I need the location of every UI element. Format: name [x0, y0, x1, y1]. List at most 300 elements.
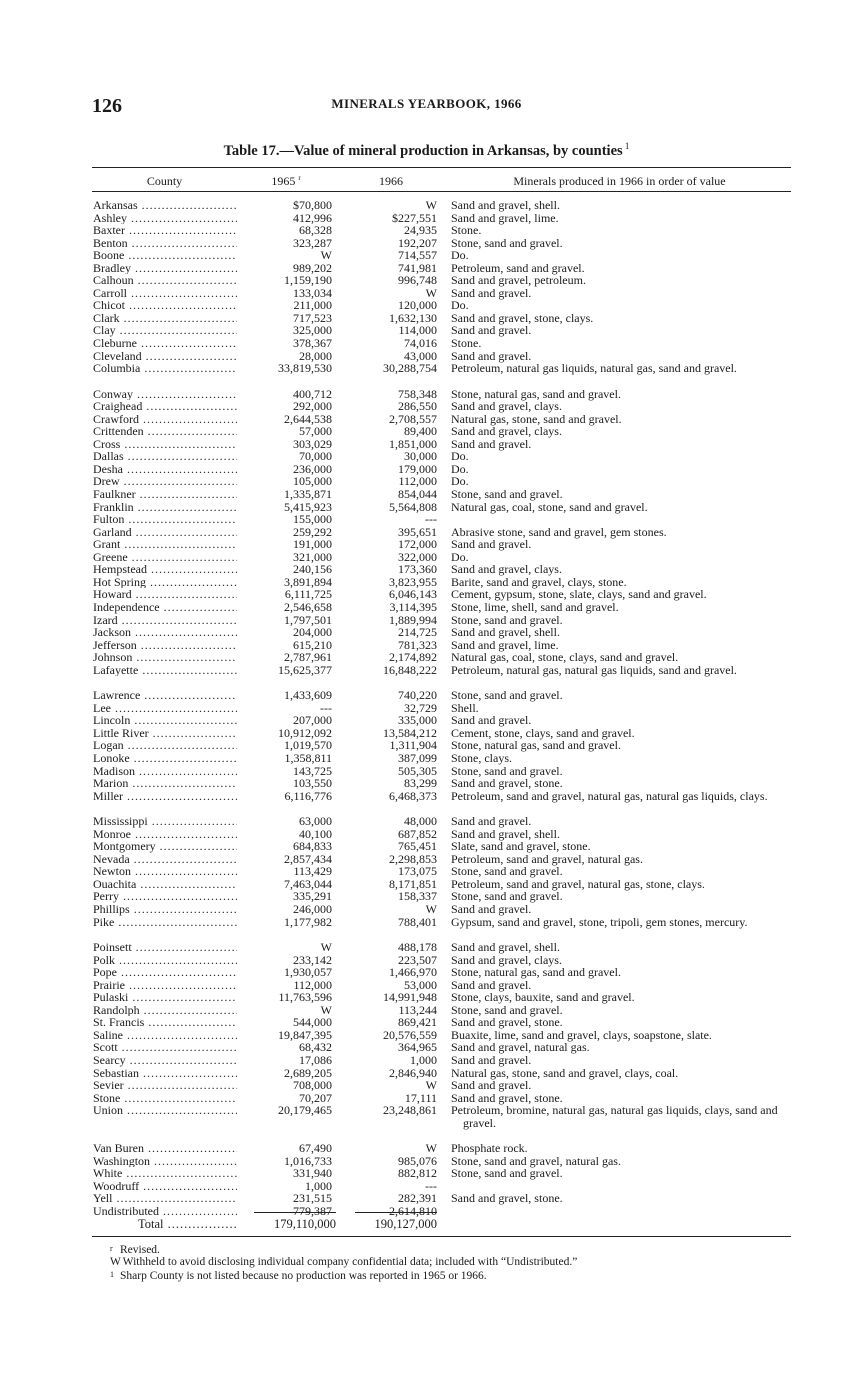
value-1965-cell: 63,000 — [299, 814, 332, 829]
value-1966-cell: 30,000 — [404, 449, 437, 464]
value-1966-cell: 8,171,851 — [389, 876, 437, 891]
minerals-cell: Stone, natural gas, sand and gravel. — [451, 965, 621, 980]
minerals-cell: Sand and gravel. — [451, 285, 532, 300]
table-row — [0, 916, 853, 929]
minerals-cell: Stone. — [451, 223, 482, 238]
value-1966-cell: 1,851,000 — [389, 436, 437, 451]
value-1965-cell: 717,523 — [293, 310, 332, 325]
value-1965-cell: 191,000 — [293, 537, 332, 552]
value-1965-cell: 2,546,658 — [284, 599, 332, 614]
value-1965-cell: 113,429 — [293, 864, 332, 879]
value-1966-cell: W — [425, 198, 437, 212]
value-1966-cell: W — [425, 901, 437, 916]
value-1965-cell: 133,034 — [293, 285, 332, 300]
table-row — [0, 777, 853, 790]
value-1966-cell: W — [425, 1078, 437, 1093]
minerals-cell: Stone, sand and gravel. — [451, 1166, 563, 1181]
minerals-cell: Stone, clays, bauxite, sand and gravel. — [451, 990, 635, 1005]
county-cell: Jefferson ..... — [93, 639, 237, 652]
column-header-county: County — [146, 174, 183, 188]
table-header-rule — [92, 191, 791, 192]
minerals-cell: Stone, sand and gravel, natural gas. — [451, 1153, 621, 1168]
table-row — [0, 337, 853, 350]
value-1966-cell: 996,748 — [398, 273, 437, 288]
value-1966-cell: 6,046,143 — [389, 587, 437, 602]
minerals-cell: Stone, lime, shell, sand and gravel. — [451, 599, 619, 614]
value-1965-cell: 708,000 — [293, 1078, 332, 1093]
county-cell: Jackson ..... — [93, 626, 237, 639]
minerals-cell: Phosphate rock. — [451, 1141, 528, 1156]
minerals-cell: Sand and gravel, clays. — [451, 562, 562, 577]
value-1965-cell: 2,857,434 — [284, 851, 332, 866]
value-1966-cell: 172,000 — [398, 537, 437, 552]
table-row — [0, 966, 853, 979]
county-cell: Howard ..... — [93, 588, 237, 601]
value-1966-cell: 30,288,754 — [383, 361, 437, 376]
footnote-withheld: W Withheld to avoid disclosing individual company confidential data; included with “Undistributed.” — [110, 1256, 578, 1269]
value-1965-cell: 400,712 — [293, 386, 332, 401]
minerals-cell: Do. — [451, 248, 469, 263]
value-1965-cell: 335,291 — [293, 889, 332, 904]
value-1966-cell: 114,000 — [398, 323, 437, 338]
value-1966-cell: 687,852 — [398, 826, 437, 841]
county-cell: Pope ..... — [93, 966, 237, 979]
value-1966-cell: 741,981 — [398, 260, 437, 275]
value-1965-cell: 10,912,092 — [278, 725, 332, 740]
table-title — [0, 141, 853, 160]
value-1966-cell: 53,000 — [404, 977, 437, 992]
value-1966-cell: 14,991,948 — [383, 990, 437, 1005]
minerals-cell: Petroleum, sand and gravel, natural gas. — [451, 851, 643, 866]
county-cell: Hot Spring ..... — [93, 576, 237, 589]
value-1966-cell: 788,401 — [398, 914, 437, 929]
value-1966-cell: W — [425, 285, 437, 300]
county-cell: Arkansas ..... — [93, 199, 237, 212]
county-cell: Izard ..... — [93, 614, 237, 627]
minerals-cell: Sand and gravel, clays. — [451, 399, 562, 414]
county-cell: Conway ..... — [93, 388, 237, 401]
county-cell: Monroe ..... — [93, 828, 237, 841]
value-1966-cell: 20,576,559 — [383, 1027, 437, 1042]
minerals-cell: Sand and gravel, stone. — [451, 1090, 563, 1105]
value-1966-cell: 16,848,222 — [383, 662, 437, 677]
county-cell: Franklin ..... — [93, 501, 237, 514]
minerals-cell: Stone, sand and gravel. — [451, 612, 563, 627]
minerals-cell: Sand and gravel, stone, clays. — [451, 310, 594, 325]
value-1965-cell: 1,797,501 — [284, 612, 332, 627]
table-row — [0, 991, 853, 1004]
value-1966-cell: 505,305 — [398, 763, 437, 778]
county-cell: Garland ..... — [93, 526, 237, 539]
value-1965-cell: 240,156 — [293, 562, 332, 577]
minerals-cell: Petroleum, natural gas liquids, natural gas, sand and gravel. — [451, 361, 737, 376]
minerals-cell: Sand and gravel. — [451, 537, 532, 552]
minerals-cell: Sand and gravel, shell. — [451, 198, 560, 212]
county-cell: Columbia ..... — [93, 362, 237, 375]
minerals-cell: Buaxite, lime, sand and gravel, clays, soapstone, slate. — [451, 1027, 712, 1042]
minerals-cell: Stone, sand and gravel. — [451, 235, 563, 250]
table-row — [0, 903, 853, 916]
value-1965-cell: 68,328 — [299, 223, 332, 238]
minerals-cell: Petroleum, natural gas, natural gas liquids, sand and gravel. — [451, 662, 737, 677]
value-1965-cell: 105,000 — [293, 474, 332, 489]
value-1965-cell: 378,367 — [293, 336, 332, 351]
minerals-cell: Stone, sand and gravel. — [451, 763, 563, 778]
value-1966-cell: 17,111 — [404, 1090, 437, 1105]
value-1965-cell: 1,177,982 — [284, 914, 332, 929]
value-1966-cell: 395,651 — [398, 524, 437, 539]
value-1966-cell: 3,823,955 — [389, 574, 437, 589]
table-row — [0, 626, 853, 639]
value-1966-cell: 758,348 — [398, 386, 437, 401]
table-row — [0, 689, 853, 702]
value-1965-cell: 2,644,538 — [284, 411, 332, 426]
county-cell: Ouachita ..... — [93, 878, 237, 891]
value-1966-cell: 2,846,940 — [389, 1065, 437, 1080]
revised-mark: r — [298, 174, 301, 182]
minerals-cell: Petroleum, bromine, natural gas, natural gas liquids, clays, sand and gravel. — [451, 1103, 778, 1130]
minerals-cell: Petroleum, sand and gravel, natural gas, stone, clays. — [451, 876, 705, 891]
value-1965-cell: 1,358,811 — [284, 750, 332, 765]
minerals-cell: Sand and gravel. — [451, 814, 532, 829]
value-1965-cell: 68,432 — [299, 1040, 332, 1055]
value-1965-cell: 1,335,871 — [284, 487, 332, 502]
value-1965-cell: W — [320, 940, 332, 955]
county-cell: Woodruff ..... — [93, 1180, 237, 1193]
value-1965-cell: 1,433,609 — [284, 688, 332, 703]
value-1966-cell: 89,400 — [404, 424, 437, 439]
value-1966-cell: 3,114,395 — [389, 599, 437, 614]
value-1966-cell: 387,099 — [398, 750, 437, 765]
value-1965-cell: 57,000 — [299, 424, 332, 439]
county-cell: Faulkner ..... — [93, 488, 237, 501]
value-1965-cell: 684,833 — [293, 839, 332, 854]
county-cell: Marion ..... — [93, 777, 237, 790]
minerals-cell: Sand and gravel, shell. — [451, 940, 560, 955]
table-row — [0, 815, 853, 828]
minerals-cell: Sand and gravel, natural gas. — [451, 1040, 590, 1055]
value-1966-cell: 5,564,808 — [389, 499, 437, 514]
county-cell: Baxter ..... — [93, 224, 237, 237]
county-cell: Lincoln ..... — [93, 714, 237, 727]
table-title-footnote-mark: 1 — [624, 141, 630, 151]
column-header-1966: 1966 — [379, 174, 403, 188]
value-1966-cell: 869,421 — [398, 1015, 437, 1030]
county-cell: Logan ..... — [93, 739, 237, 752]
footnote-revised: r Revised. — [110, 1244, 160, 1256]
value-1965-cell: 2,787,961 — [284, 650, 332, 665]
county-cell: Miller ..... — [93, 790, 237, 803]
minerals-cell: Stone, sand and gravel. — [451, 487, 563, 502]
minerals-cell: Do. — [451, 449, 469, 464]
total-1966: 190,127,000 — [374, 1217, 437, 1231]
county-cell: Union ..... — [93, 1104, 237, 1117]
value-1965-cell: 615,210 — [293, 637, 332, 652]
value-1966-cell: 781,323 — [398, 637, 437, 652]
minerals-cell: Sand and gravel, lime. — [451, 210, 559, 225]
minerals-cell: Stone, clays. — [451, 750, 512, 765]
county-cell: Sebastian ..... — [93, 1067, 237, 1080]
minerals-cell: Sand and gravel. — [451, 1078, 532, 1093]
value-1965-cell: 331,940 — [293, 1166, 332, 1181]
table-row — [0, 249, 853, 262]
value-1965-cell: 103,550 — [293, 776, 332, 791]
minerals-cell: Petroleum, sand and gravel. — [451, 260, 585, 275]
minerals-cell: Natural gas, coal, stone, clays, sand and gravel. — [451, 650, 679, 665]
county-cell: Undistributed ..... — [93, 1205, 237, 1218]
county-cell: Lawrence ..... — [93, 689, 237, 702]
value-1965-cell: 28,000 — [299, 348, 332, 363]
table-row — [0, 513, 853, 526]
minerals-cell: Do. — [451, 474, 469, 489]
value-1965-cell: 6,111,725 — [284, 587, 332, 602]
minerals-cell: Stone, sand and gravel. — [451, 864, 563, 879]
value-1966-cell: 714,557 — [398, 248, 437, 263]
county-cell: Drew ..... — [93, 475, 237, 488]
minerals-cell: Sand and gravel, shell. — [451, 625, 560, 640]
county-cell: Poinsett ..... — [93, 941, 237, 954]
minerals-cell: Do. — [451, 298, 469, 313]
page-number: 126 — [92, 95, 122, 117]
value-1966-cell: 364,965 — [398, 1040, 437, 1055]
minerals-cell: Sand and gravel, stone. — [451, 1191, 563, 1206]
value-1965-cell: 1,016,733 — [284, 1153, 332, 1168]
minerals-cell: Shell. — [451, 700, 479, 715]
value-1965-cell: 989,202 — [293, 260, 332, 275]
value-1966-cell: W — [425, 1141, 437, 1156]
table-body — [0, 199, 853, 1218]
value-1966-cell: 158,337 — [398, 889, 437, 904]
value-1965-cell: 321,000 — [293, 549, 332, 564]
value-1966-cell: 179,000 — [398, 461, 437, 476]
county-cell: Pulaski ..... — [93, 991, 237, 1004]
table-row — [0, 425, 853, 438]
table-row — [0, 651, 853, 664]
table-row — [0, 563, 853, 576]
value-1965-cell: 15,625,377 — [278, 662, 332, 677]
table-row — [0, 362, 853, 375]
value-1966-cell: 985,076 — [398, 1153, 437, 1168]
value-1965-cell: 236,000 — [293, 461, 332, 476]
value-1966-cell: 765,451 — [398, 839, 437, 854]
table-row — [0, 790, 853, 803]
county-cell: Lafayette ..... — [93, 664, 237, 677]
table-row — [0, 274, 853, 287]
value-1966-cell: 282,391 — [398, 1191, 437, 1206]
value-1965-cell: 33,819,530 — [278, 361, 332, 376]
value-1966-cell: 335,000 — [398, 713, 437, 728]
table-row — [0, 224, 853, 237]
value-1965-cell: 292,000 — [293, 399, 332, 414]
value-1965-cell: 40,100 — [299, 826, 332, 841]
minerals-cell: Stone, sand and gravel. — [451, 688, 563, 703]
value-1966-cell: 112,000 — [398, 474, 437, 489]
county-cell: Cleveland ..... — [93, 350, 237, 363]
minerals-cell: Do. — [451, 461, 469, 476]
value-1966-cell: 882,812 — [398, 1166, 437, 1181]
value-1965-cell: 20,179,465 — [278, 1103, 332, 1118]
footnote-sharp-county: 1 Sharp County is not listed because no production was reported in 1965 or 1966. — [110, 1269, 487, 1282]
minerals-cell: Sand and gravel, stone. — [451, 1015, 563, 1030]
value-1966-cell: 2,298,853 — [389, 851, 437, 866]
county-cell: Boone ..... — [93, 249, 237, 262]
county-cell: Nevada ..... — [93, 853, 237, 866]
minerals-cell: Sand and gravel, clays. — [451, 952, 562, 967]
county-cell: St. Francis ..... — [93, 1016, 237, 1029]
column-header-minerals: Minerals produced in 1966 in order of value — [513, 174, 726, 188]
county-cell: Washington ..... — [93, 1155, 237, 1168]
county-cell: Greene ..... — [93, 551, 237, 564]
county-cell: Benton ..... — [93, 237, 237, 250]
table-row — [0, 865, 853, 878]
value-1965-cell: 325,000 — [293, 323, 332, 338]
county-cell: Stone ..... — [93, 1092, 237, 1105]
table-row — [0, 400, 853, 413]
minerals-cell: Stone. — [451, 336, 482, 351]
county-cell: Chicot ..... — [93, 299, 237, 312]
minerals-cell: Sand and gravel, stone. — [451, 776, 563, 791]
value-1965-cell: 155,000 — [293, 512, 332, 527]
county-cell: Newton ..... — [93, 865, 237, 878]
county-cell: Scott ..... — [93, 1041, 237, 1054]
value-1966-cell: 223,507 — [398, 952, 437, 967]
value-1966-cell: 1,889,994 — [389, 612, 437, 627]
total-rule-1966 — [355, 1212, 437, 1213]
value-1966-cell: $227,551 — [392, 210, 437, 225]
total-1965: 179,110,000 — [273, 1217, 336, 1231]
value-1965-cell: W — [320, 1002, 332, 1017]
value-1965-cell: W — [320, 248, 332, 263]
county-cell: Crittenden ..... — [93, 425, 237, 438]
table-row — [0, 941, 853, 954]
minerals-cell: Natural gas, stone, sand and gravel, clays, coal. — [451, 1065, 679, 1080]
county-cell: Fulton ..... — [93, 513, 237, 526]
county-cell: Cleburne ..... — [93, 337, 237, 350]
minerals-cell: Natural gas, coal, stone, sand and gravel. — [451, 499, 648, 514]
county-cell: Clark ..... — [93, 312, 237, 325]
value-1965-cell: 303,029 — [293, 436, 332, 451]
table-row — [0, 752, 853, 765]
minerals-cell — [451, 513, 808, 526]
minerals-cell: Stone, sand and gravel. — [451, 889, 563, 904]
value-1966-cell: 48,000 — [404, 814, 437, 829]
minerals-cell: Sand and gravel. — [451, 1053, 532, 1067]
value-1965-cell: 1,019,570 — [284, 738, 332, 753]
minerals-cell: Slate, sand and gravel, stone. — [451, 839, 591, 854]
value-1966-cell: 23,248,861 — [383, 1103, 437, 1118]
county-cell: Craighead ..... — [93, 400, 237, 413]
value-1966-cell: 24,935 — [404, 223, 437, 238]
value-1965-cell: 259,292 — [293, 524, 332, 539]
value-1966-cell: 1,000 — [410, 1053, 437, 1067]
value-1966-cell: 214,725 — [398, 625, 437, 640]
minerals-cell — [451, 1205, 808, 1218]
county-cell: Van Buren ..... — [93, 1142, 237, 1155]
table-row — [0, 1054, 853, 1067]
value-1965-cell: 112,000 — [293, 977, 332, 992]
value-1966-cell: 13,584,212 — [383, 725, 437, 740]
value-1965-cell: 1,159,190 — [284, 273, 332, 288]
running-head: MINERALS YEARBOOK, 1966 — [331, 96, 522, 111]
minerals-cell: Sand and gravel. — [451, 901, 532, 916]
county-cell: Searcy ..... — [93, 1054, 237, 1067]
county-cell: Mississippi ..... — [93, 815, 237, 828]
table-row — [0, 199, 853, 212]
county-cell: Pike ..... — [93, 916, 237, 929]
table-top-rule — [92, 167, 791, 168]
county-cell: Dallas ..... — [93, 450, 237, 463]
column-header-1965: 1965 $^r$ — [271, 174, 301, 188]
footnotes — [110, 1243, 577, 1282]
county-cell: Hempstead ..... — [93, 563, 237, 576]
value-1965-cell: 412,996 — [293, 210, 332, 225]
table-row — [0, 714, 853, 727]
county-cell: Lee ..... — [93, 702, 237, 715]
value-1966-cell: 113,244 — [398, 1002, 437, 1017]
minerals-cell: Natural gas, stone, sand and gravel. — [451, 411, 622, 426]
value-1965-cell: 1,930,057 — [284, 965, 332, 980]
minerals-cell: Petroleum, sand and gravel, natural gas, natural gas liquids, clays. — [451, 788, 768, 803]
value-1966-cell: 43,000 — [404, 348, 437, 363]
minerals-cell: Cement, gypsum, stone, slate, clays, sand and gravel. — [451, 587, 707, 602]
county-cell: Crawford ..... — [93, 413, 237, 426]
value-1965-cell: 233,142 — [293, 952, 332, 967]
value-1966-cell: 2,614,810 — [389, 1204, 437, 1219]
value-1966-cell: 2,708,557 — [389, 411, 437, 426]
table-row — [0, 840, 853, 853]
county-cell: Phillips ..... — [93, 903, 237, 916]
minerals-cell: Cement, stone, clays, sand and gravel. — [451, 725, 635, 740]
value-1966-cell: 74,016 — [404, 336, 437, 351]
value-1966-cell: 1,466,970 — [389, 965, 437, 980]
minerals-cell: Do. — [451, 549, 469, 564]
county-cell: Independence ..... — [93, 601, 237, 614]
value-1966-cell: 173,360 — [398, 562, 437, 577]
value-1966-cell: 173,075 — [398, 864, 437, 879]
value-1966-cell: 286,550 — [398, 399, 437, 414]
minerals-cell: Sand and gravel. — [451, 713, 532, 728]
county-cell: Polk ..... — [93, 954, 237, 967]
county-cell: Desha ..... — [93, 463, 237, 476]
county-cell: Saline ..... — [93, 1029, 237, 1042]
county-cell: Ashley ..... — [93, 212, 237, 225]
table-bottom-rule — [92, 1236, 791, 1237]
table-row — [0, 1104, 853, 1129]
value-1965-cell: 19,847,395 — [278, 1027, 332, 1042]
minerals-cell: Sand and gravel. — [451, 348, 532, 363]
value-1966-cell: 6,468,373 — [389, 788, 437, 803]
value-1965-cell: 544,000 — [293, 1015, 332, 1030]
value-1965-cell: 11,763,596 — [278, 990, 332, 1005]
minerals-cell: Stone, sand and gravel. — [451, 1002, 563, 1017]
total-label: Total ..... — [138, 1217, 238, 1232]
value-1966-cell: 322,000 — [398, 549, 437, 564]
minerals-cell: Abrasive stone, sand and gravel, gem stones. — [451, 524, 667, 539]
minerals-cell: Sand and gravel. — [451, 977, 532, 992]
value-1966-cell: 83,299 — [404, 776, 437, 791]
county-cell: Prairie ..... — [93, 979, 237, 992]
minerals-cell: Sand and gravel, petroleum. — [451, 273, 586, 288]
table-row — [0, 1142, 853, 1155]
value-1965-cell: 1,000 — [305, 1178, 332, 1193]
table-row — [0, 664, 853, 677]
minerals-cell: Sand and gravel, shell. — [451, 826, 560, 841]
value-1965-cell: 70,207 — [299, 1090, 332, 1105]
value-1965-cell: 3,891,894 — [284, 574, 332, 589]
value-1965-cell: 211,000 — [293, 298, 332, 313]
county-cell: Little River ..... — [93, 727, 237, 740]
county-cell: Sevier ..... — [93, 1079, 237, 1092]
